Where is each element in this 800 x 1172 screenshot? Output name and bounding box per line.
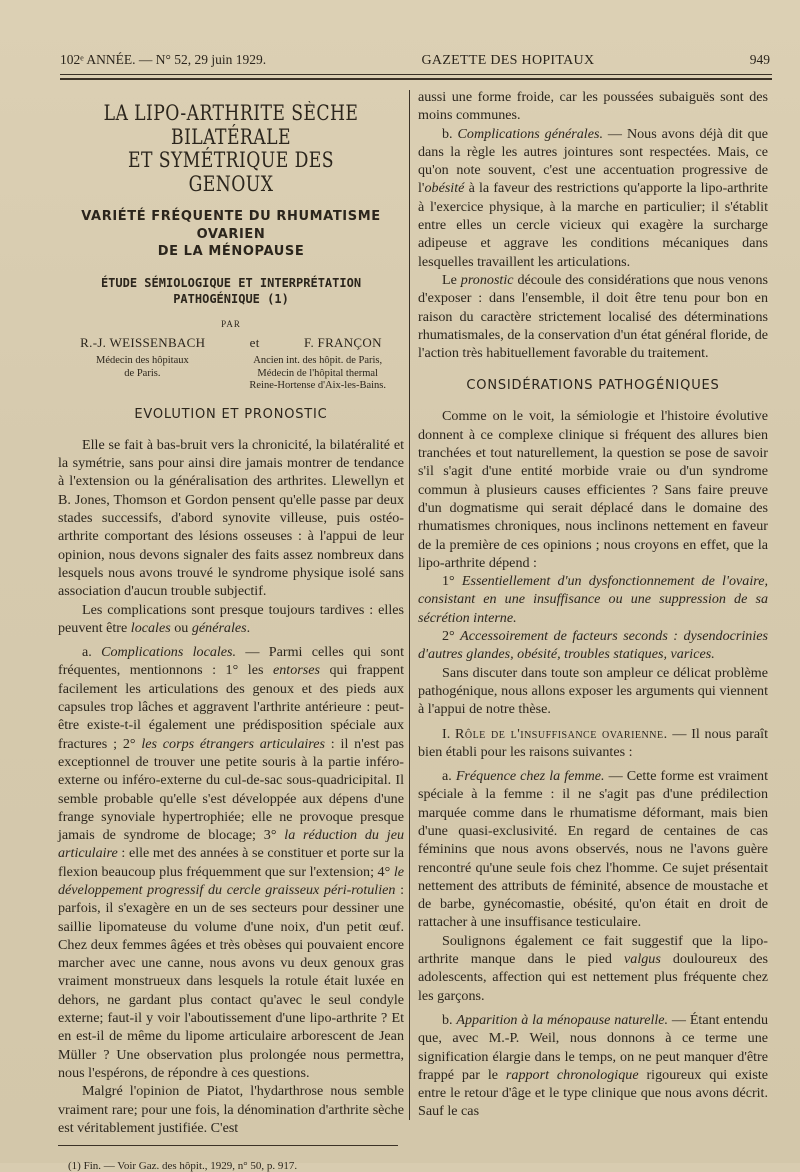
affiliation-2 xyxy=(249,355,386,393)
paragraph: a. Fréquence chez la femme. — Cette forme est vraiment spéciale à la femme : il ne s'agit pas d'une prédilection marquée comme dans le rhumatisme déformant, mais bien d'une quasi-exclusivité. En regard de centaines de cas féminins que nous avons observés, nous ne l'avons guère rencontré qu'une seule fois chez l'homme. Ce sujet présentait nettement des attributs de féminité, absence de moustache et de barbe, gynécomastie, obésité, qu'on était en droit de rattacher à une insuffisance testiculaire. xyxy=(418,768,768,931)
subtitle-line-1: VARIÉTÉ FRÉQUENTE DU RHUMATISME OVARIEN xyxy=(81,209,381,242)
section-heading-pathogeniques: CONSIDÉRATIONS PATHOGÉNIQUES xyxy=(466,378,720,394)
paragraph: Sans discuter dans toute son ampleur ce délicat problème pathogénique, nous allons exposer les arguments qui viennent à l'appui de notre thèse. xyxy=(418,664,768,718)
paragraph: b. Complications générales. — Nous avons déjà dit que dans la règle les autres jointures sont respectées. Mais, ce qu'on note souvent, c'est une accentuation progressive de l'obésité à la faveur des restrictions qu'apporte la lipo-arthrite à l'exercice physique, à la marche en particulier; il s'établit entre elles un cercle vicieux qui exagère la surcharge adipeuse et aggrave les conditions mécaniques dans lesquelles travaillent les articulations. xyxy=(418,125,769,270)
paragraph: I. Rôle de l'insuffisance ovarienne. — Il nous paraît bien établi pour les raisons suivantes : xyxy=(418,725,768,760)
author-1: R.-J. WEISSENBACH xyxy=(80,335,206,351)
section-heading-evolution: EVOLUTION ET PRONOSTIC xyxy=(134,406,328,422)
left-column xyxy=(58,88,405,1172)
right-column xyxy=(418,88,768,1123)
article-heading xyxy=(58,102,404,393)
paragraph: 1° Essentiellement d'un dysfonctionnement de l'ovaire, consistant en une insuffisance ou une suppression de sa sécrétion interne. xyxy=(418,573,768,626)
paragraph: Malgré l'opinion de Piatot, l'hydarthrose nous semble vraiment rare; pour une fois, la dénomination d'arthrite sèche est véritablement justifiée. C'est xyxy=(58,1083,404,1136)
paragraph: b. Apparition à la ménopause naturelle. — Étant entendu que, avec M.-P. Weil, nous donnons à ce terme une signification élargie dans le temps, on ne peut manquer d'être frappé par le rapport chronologique rigoureux qui existe entre le retour d'âge et le type clinique que nous avons décrit. Sauf le cas xyxy=(418,1011,768,1120)
header-rule-double xyxy=(60,78,772,80)
paragraph: Les complications sont presque toujours tardives : elles peuvent être locales ou générales. xyxy=(58,601,404,636)
affiliation-2-line-2: Médecin de l'hôpital thermal xyxy=(257,367,378,379)
authors xyxy=(58,335,404,351)
title-line-2: ET SYMÉTRIQUE DES GENOUX xyxy=(128,148,334,196)
paragraph: Elle se fait à bas-bruit vers la chronicité, la bilatéralité et la symétrie, sans pour ainsi dire jamais montrer de tendance à l'extension ou la généralisation des arthrites. Llewellyn et B. Jones, Thomson et Gordon pensent qu'elle passe par deux stades successifs, d'abord synovite villeuse, puis ostéo-arthrite comportant des lésions osseuses : à l'appui de leur opinion, nous devons signaler des faits assez nombreux dans lesquels nous avons trouvé le syndrome physique isolé sans association d'aucun trouble subjectif. xyxy=(58,436,404,600)
study-line-1: ÉTUDE SÉMIOLOGIQUE ET INTERPRÉTATION xyxy=(100,275,362,290)
paragraph: Soulignons également ce fait suggestif que la lipo-arthrite manque dans le pied valgus douloureux des adolescents, affection qui est nettement plus fréquente chez les garçons. xyxy=(418,932,768,1004)
paragraph: Le pronostic découle des considérations que nous venons d'exposer : dans l'ensemble, il doit être tenu pour bon en raison du caractère strictement localisé des déterminations rhumatismales, de la conservation d'un état général floride, de l'action très habituellement favorable du traitement. xyxy=(418,271,768,362)
page-number: 949 xyxy=(749,52,770,67)
column-divider xyxy=(409,90,410,1120)
paragraph: Comme on le voit, la sémiologie et l'histoire évolutive donnent à ce complexe clinique si fréquent des allures bien tranchées et tout naturellement, la question se pose de savoir s'il s'agit d'une entité morbide vraie ou d'un syndrome commun à plusieurs causes efficientes ? Sans faire preuve d'un dogmatisme qui serait déplacé dans le domaine des rhumatismes chroniques, nous inclinons nettement en faveur de la première de ces opinions ; nous croyons en effet, que la lipo-arthrite dépend : xyxy=(418,408,768,571)
affiliation-2-line-3: Reine-Hortense d'Aix-les-Bains. xyxy=(249,380,386,392)
footnote: (1) Fin. — Voir Gaz. des hôpit., 1929, n° 50, p. 917. xyxy=(68,1160,298,1172)
title-line-1: LA LIPO-ARTHRITE SÈCHE BILATÉRALE xyxy=(103,101,359,149)
paragraph: 2° Accessoirement de facteurs seconds : dysendocrinies d'autres glandes, obésité, troubles statiques, varices. xyxy=(418,628,768,663)
affiliation-2-line-1: Ancien int. des hôpit. de Paris, xyxy=(253,355,383,367)
affiliations xyxy=(58,355,404,393)
issue-info: 102ᵉ ANNÉE. — N° 52, 29 juin 1929. xyxy=(60,52,267,67)
study-line-2: PATHOGÉNIQUE (1) xyxy=(173,291,289,306)
affiliation-1-line-1: Médecin des hôpitaux xyxy=(96,355,189,367)
author-2: F. FRANÇON xyxy=(303,335,382,351)
paragraph: a. Complications locales. — Parmi celles qui sont fréquentes, mentionnons : 1° les entorses qui frappent facilement les articulations des genoux et des pieds aux capsules trop lâches et aggravent l'arthrite antérieure : peut-être existe-t-il également une prédisposition spéciale aux fractures ; 2° les corps étrangers articulaires : il n'est pas exceptionnel de trouver une petite souris à la partie inféro-externe ou inféro-externe du cul-de-sac sous-quadricipital. Il semble probable qu'elle s'est développée aux dépens d'une frange synoviale hypertrophiée; elle ne provoque presque jamais de syndrome de blocage; 3° la réduction du jeu articulaire : elle met des années à se constituer et porte sur la flexion beaucoup plus fréquemment que sur l'extension; 4° le développement progressif du cercle graisseux péri-rotulien : parfois, il s'exagère en un de ses secteurs pour dessiner une saillie lipomateuse du volume d'une noix, d'un petit œuf. Chez deux femmes âgées et très obèses qui pouvaient encore marcher avec une canne, nous avons vu deux genoux gras vraiment monstrueux dans lesquels la rotule était luxée en dehors, ne gardant plus contact qu'avec le seul condyle externe; faut-il y voir l'aboutissement d'une lipo-arthrite ? Et en est-il de même du lipome articulaire arborescent de Jean Müller ? Une observation plus prolongée nous permettra, nous l'espérons, de répondre à ces questions. xyxy=(58,644,405,1081)
article-title xyxy=(89,102,373,196)
footnote-rule xyxy=(58,1145,398,1146)
journal-title: GAZETTE DES HOPITAUX xyxy=(421,53,595,68)
paragraph: aussi une forme froide, car les poussées subaiguës sont des moins communes. xyxy=(418,89,768,124)
article-subtitle xyxy=(58,208,404,261)
affiliation-1-line-2: de Paris. xyxy=(124,367,161,379)
author-separator: et xyxy=(249,335,260,351)
header-rule xyxy=(60,74,772,75)
subtitle-line-2: DE LA MÉNOPAUSE xyxy=(157,244,305,260)
study-heading xyxy=(58,275,404,307)
by-label: PAR xyxy=(221,319,241,330)
affiliation-1 xyxy=(96,355,189,393)
running-header xyxy=(60,52,770,76)
